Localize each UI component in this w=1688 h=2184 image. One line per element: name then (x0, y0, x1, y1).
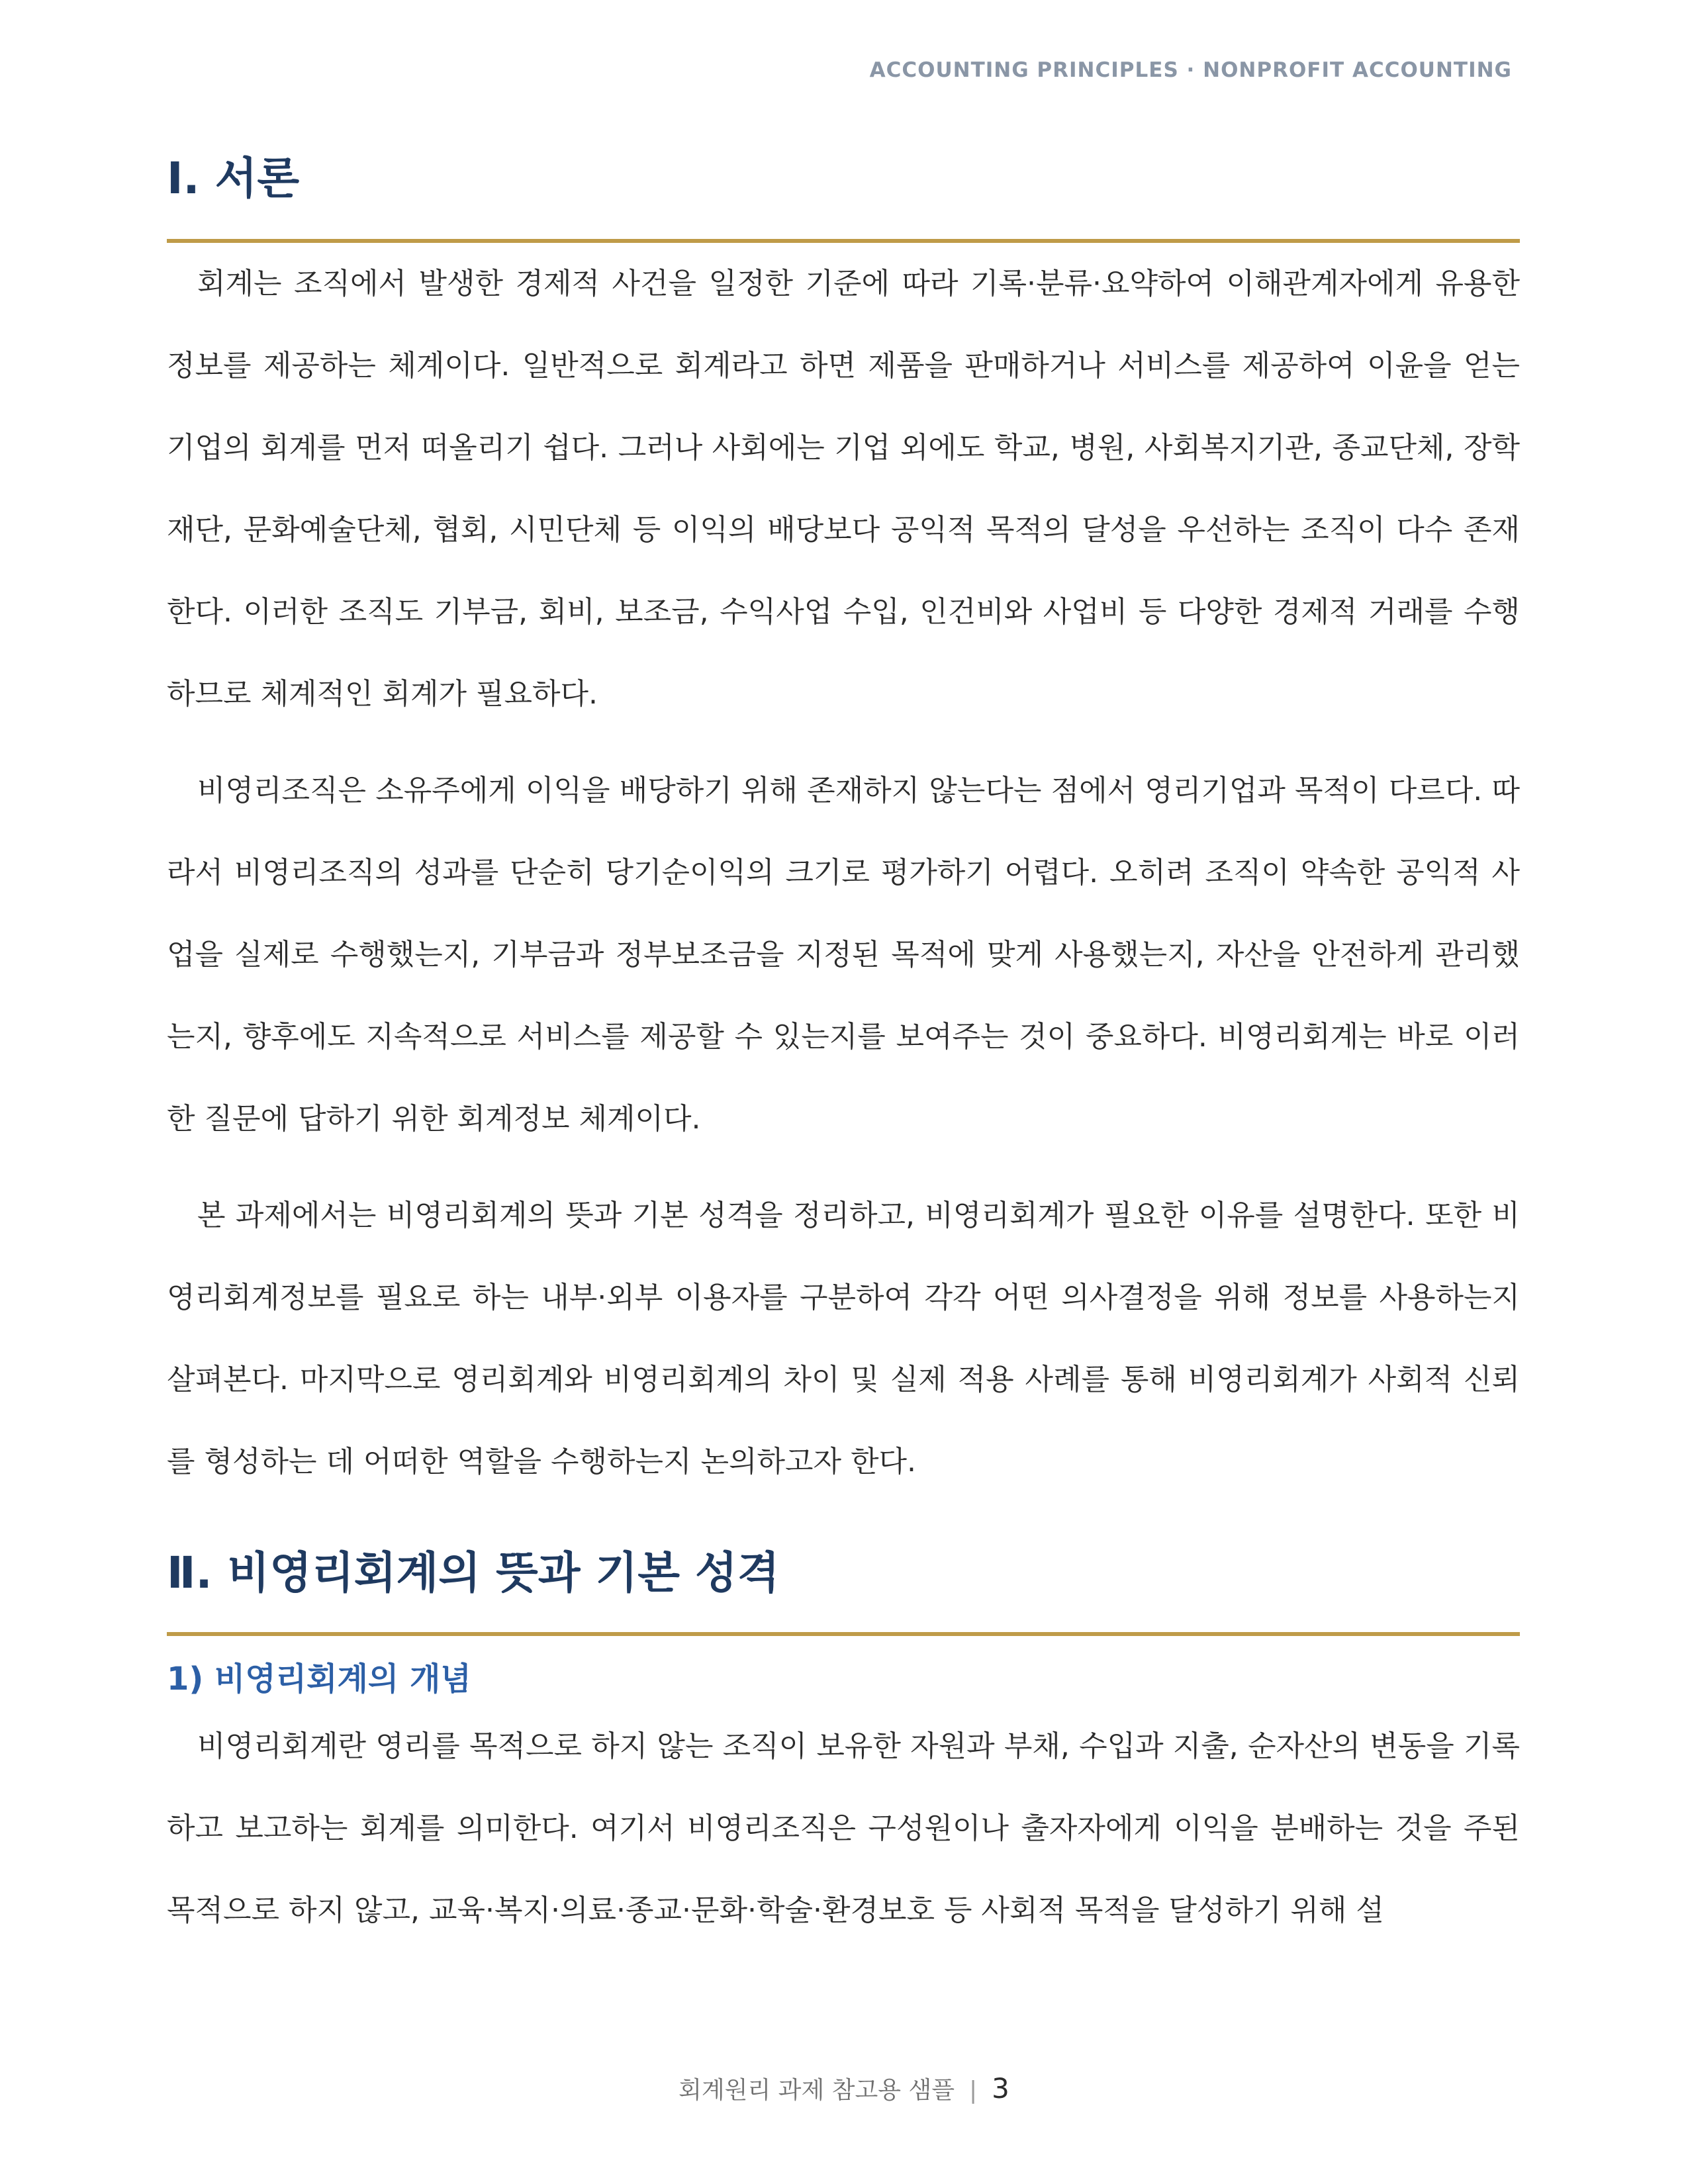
running-header: ACCOUNTING PRINCIPLES · NONPROFIT ACCOUNTING (869, 58, 1512, 82)
body-paragraph: 비영리회계란 영리를 목적으로 하지 않는 조직이 보유한 자원과 부채, 수입과 지출, 순자산의 변동을 기록하고 보고하는 회계를 의미한다. 여기서 비영리조직은 구성원이나 출자자에게 이익을 분배하는 것을 주된 목적으로 하지 않고, 교육·복지·의료·종교·문화·학술·환경보호 등 사회적 목적을 달성하기 위해 설 (167, 1729, 1520, 1927)
page-body (167, 152, 1520, 1952)
footer-label: 회계원리 과제 참고용 샘플 (679, 2077, 955, 2104)
body-paragraph: 본 과제에서는 비영리회계의 뜻과 기본 성격을 정리하고, 비영리회계가 필요한 이유를 설명한다. 또한 비영리회계정보를 필요로 하는 내부·외부 이용자를 구분하여 각각 어떤 의사결정을 위해 정보를 사용하는지 살펴본다. 마지막으로 영리회계와 비영리회계의 차이 및 실제 적용 사례를 통해 비영리회계가 사회적 신뢰를 형성하는 데 어떠한 역할을 수행하는지 논의하고자 한다. (167, 1199, 1520, 1479)
body-paragraph: 비영리조직은 소유주에게 이익을 배당하기 위해 존재하지 않는다는 점에서 영리기업과 목적이 다르다. 따라서 비영리조직의 성과를 단순히 당기순이익의 크기로 평가하기 어렵다. 오히려 조직이 약속한 공익적 사업을 실제로 수행했는지, 기부금과 정부보조금을 지정된 목적에 맞게 사용했는지, 자산을 안전하게 관리했는지, 향후에도 지속적으로 서비스를 제공할 수 있는지를 보여주는 것이 중요하다. 비영리회계는 바로 이러한 질문에 답하기 위한 회계정보 체계이다. (167, 774, 1520, 1136)
page-number: 3 (992, 2072, 1009, 2105)
body-paragraph: 회계는 조직에서 발생한 경제적 사건을 일정한 기준에 따라 기록·분류·요약하여 이해관계자에게 유용한 정보를 제공하는 체계이다. 일반적으로 회계라고 하면 제품을 판매하거나 서비스를 제공하여 이윤을 얻는 기업의 회계를 먼저 떠올리기 쉽다. 그러나 사회에는 기업 외에도 학교, 병원, 사회복지기관, 종교단체, 장학재단, 문화예술단체, 협회, 시민단체 등 이익의 배당보다 공익적 목적의 달성을 우선하는 조직이 다수 존재한다. 이러한 조직도 기부금, 회비, 보조금, 수익사업 수입, 인건비와 사업비 등 다양한 경제적 거래를 수행하므로 체계적인 회계가 필요하다. (167, 267, 1520, 711)
footer-separator: | (969, 2077, 978, 2104)
page-footer (0, 2071, 1688, 2105)
section-heading-introduction: Ⅰ. 서론 (167, 152, 1520, 243)
section-heading-nonprofit-accounting: Ⅱ. 비영리회계의 뜻과 기본 성격 (167, 1547, 1520, 1636)
subsection-heading-concept: 1) 비영리회계의 개념 (167, 1661, 471, 1698)
